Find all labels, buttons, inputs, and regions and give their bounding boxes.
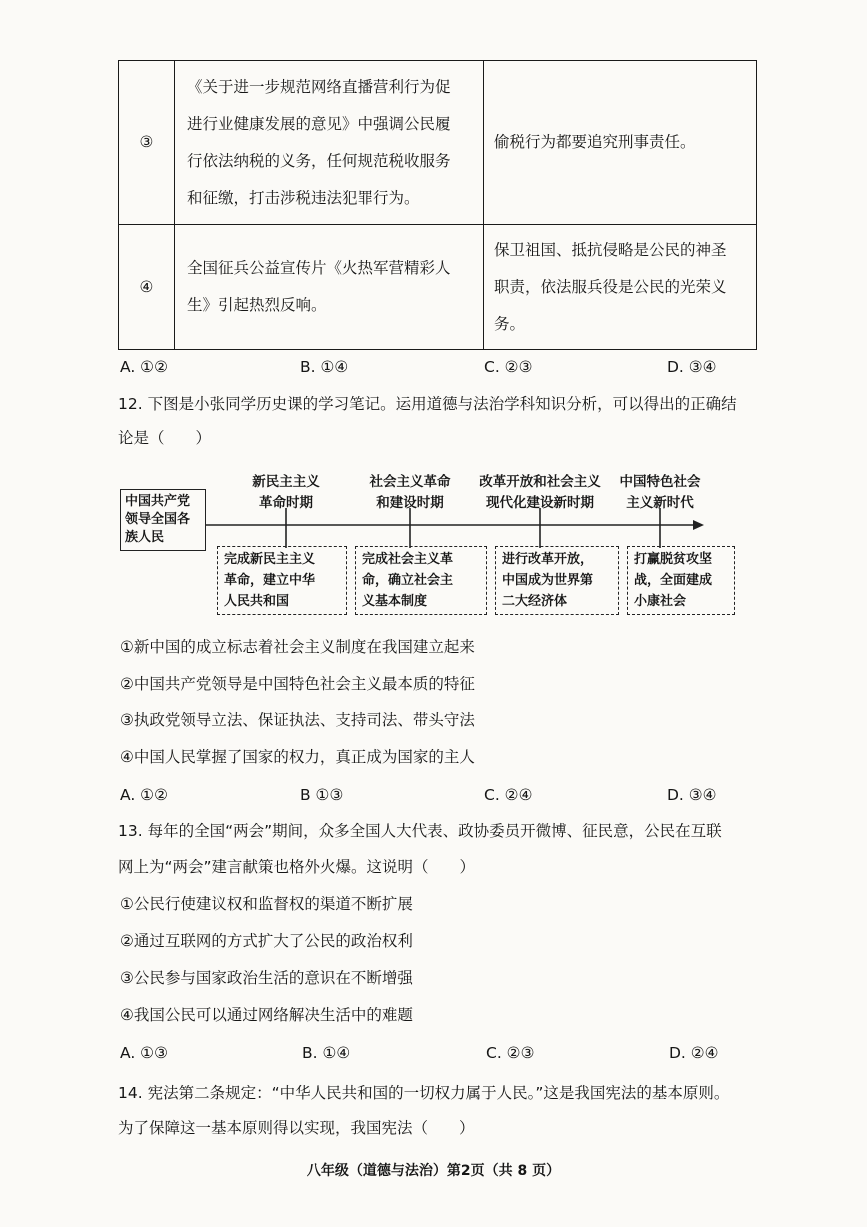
q11-option-c[interactable]: C. ②③ [484, 358, 533, 376]
timeline-subject-box: 中国共产党 领导全国各 族人民 [120, 489, 206, 551]
q14-stem-line2: 为了保障这一基本原则得以实现，我国宪法（ ） [118, 1119, 475, 1137]
period-label: 新民主主义 革命时期 [252, 474, 320, 511]
q12-stem-line1: 12. 下图是小张同学历史课的学习笔记。运用道德与法治学科知识分析，可以得出的正确结 [118, 395, 737, 413]
q11-option-a[interactable]: A. ①② [120, 358, 168, 376]
period-label: 中国特色社会 主义新时代 [619, 474, 701, 511]
period-achievement-box: 完成新民主主义 革命，建立中华 人民共和国 [217, 546, 347, 615]
q13-option-c[interactable]: C. ②③ [486, 1044, 535, 1062]
row-judgement: 保卫祖国、抵抗侵略是公民的神圣 职责，依法服兵役是公民的光荣义 务。 [484, 225, 757, 350]
q14-stem-line1: 14. 宪法第二条规定：“中华人民共和国的一切权力属于人民。”这是我国宪法的基本原则。 [118, 1084, 730, 1102]
row-material: 《关于进一步规范网络直播营利行为促 进行业健康发展的意见》中强调公民履 行依法纳税的义务，任何规范税收服务 和征缴，打击涉税违法犯罪行为。 [175, 61, 484, 225]
q13-stem-line1: 13. 每年的全国“两会”期间，众多全国人大代表、政协委员开微博、征民意，公民在互联 [118, 822, 722, 840]
page-footer: 八年级（道德与法治）第2页（共 8 页） [306, 1163, 561, 1179]
row-number: ③ [119, 61, 175, 225]
q12-option-a[interactable]: A. ①② [120, 786, 168, 804]
period-achievement-box: 完成社会主义革 命，确立社会主 义基本制度 [355, 546, 487, 615]
period-achievement-box: 打赢脱贫攻坚 战，全面建成 小康社会 [627, 546, 735, 615]
q13-option-a[interactable]: A. ①③ [120, 1044, 168, 1062]
q12-statement-1: ①新中国的成立标志着社会主义制度在我国建立起来 [120, 638, 475, 656]
period-label: 改革开放和社会主义 现代化建设新时期 [479, 474, 601, 511]
period-achievement-box: 进行改革开放， 中国成为世界第 二大经济体 [495, 546, 619, 615]
q11-option-d[interactable]: D. ③④ [667, 358, 717, 376]
q13-option-d[interactable]: D. ②④ [669, 1044, 719, 1062]
q12-statement-4: ④中国人民掌握了国家的权力，真正成为国家的主人 [120, 748, 475, 766]
q12-option-c[interactable]: C. ②④ [484, 786, 533, 804]
q13-option-b[interactable]: B. ①④ [302, 1044, 351, 1062]
q12-stem-line2: 论是（ ） [118, 429, 212, 447]
q13-statement-1: ①公民行使建议权和监督权的渠道不断扩展 [120, 895, 413, 913]
q11-option-b[interactable]: B. ①④ [300, 358, 349, 376]
q12-option-b[interactable]: B ①③ [300, 786, 344, 804]
row-judgement: 偷税行为都要追究刑事责任。 [484, 61, 757, 225]
q13-stem-line2: 网上为“两会”建言献策也格外火爆。这说明（ ） [118, 858, 476, 876]
row-material: 全国征兵公益宣传片《火热军营精彩人 生》引起热烈反响。 [175, 225, 484, 350]
q12-statement-3: ③执政党领导立法、保证执法、支持司法、带头守法 [120, 711, 475, 729]
q13-statement-3: ③公民参与国家政治生活的意识在不断增强 [120, 969, 413, 987]
q13-statement-4: ④我国公民可以通过网络解决生活中的难题 [120, 1006, 413, 1024]
q13-statement-2: ②通过互联网的方式扩大了公民的政治权利 [120, 932, 413, 950]
row-number: ④ [119, 225, 175, 350]
period-label: 社会主义革命 和建设时期 [369, 474, 451, 511]
q12-statement-2: ②中国共产党领导是中国特色社会主义最本质的特征 [120, 675, 475, 693]
q12-option-d[interactable]: D. ③④ [667, 786, 717, 804]
